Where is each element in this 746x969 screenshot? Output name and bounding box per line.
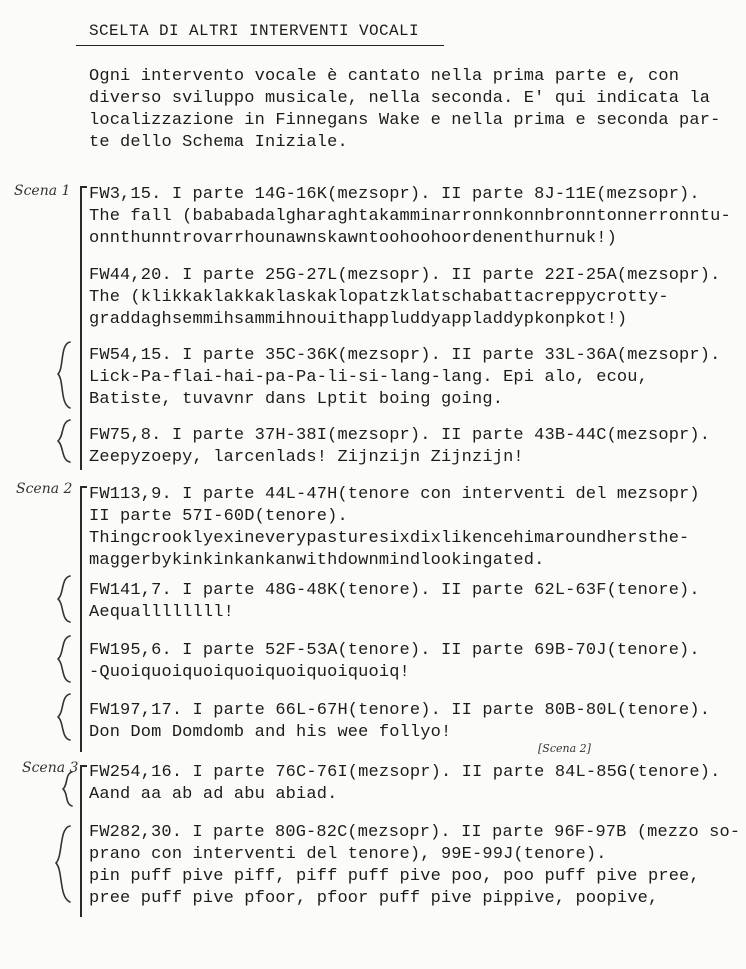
entry-line: FW44,20. I parte 25G-27L(mezsopr). II parte 22I-25A(mezsopr). <box>89 266 721 285</box>
entry-line: The (klikkaklakkaklaskaklopatzklatschabattacreppycrotty- <box>89 288 669 307</box>
curly-bracket <box>54 634 74 684</box>
entry-line: prano con interventi del tenore), 99E-99J(tenore). <box>89 845 607 864</box>
entry-line: FW113,9. I parte 44L-47H(tenore con interventi del mezsopr) <box>89 485 700 504</box>
entry-line: graddaghsemmihsammihnouithappluddyappladdypkonpkot!) <box>89 310 628 329</box>
entry-line: The fall (bababadalgharaghtakamminarronnkonnbronntonnerronntu- <box>89 207 731 226</box>
entry-line: Zeepyzoepy, larcenlads! Zijnzijn Zijnzijn! <box>89 448 524 467</box>
entry-line: Lick-Pa-flai-hai-pa-Pa-li-si-lang-lang. Epi alo, ecou, <box>89 368 648 387</box>
entry-line: maggerbykinkinkankanwithdownmindlookingated. <box>89 551 545 570</box>
entry-line: FW254,16. I parte 76C-76I(mezsopr). II parte 84L-85G(tenore). <box>89 763 721 782</box>
section-rule-scena-3 <box>80 765 82 917</box>
margin-note-scena-2: Scena 2 <box>16 481 73 497</box>
entry-line: FW197,17. I parte 66L-67H(tenore). II parte 80B-80L(tenore). <box>89 701 711 720</box>
entry-line: II parte 57I-60D(tenore). <box>89 507 348 526</box>
entry-line: Aequallllllll! <box>89 603 234 622</box>
curly-bracket <box>54 692 74 742</box>
title-underline <box>76 45 444 46</box>
rule-tick <box>80 186 87 188</box>
entry-line: onnthunntrovarrhounawnskawntoohoohoordenenthurnuk!) <box>89 229 617 248</box>
entry-line: FW282,30. I parte 80G-82C(mezsopr). II parte 96F-97B (mezzo so- <box>89 823 741 842</box>
margin-note-scena-3: Scena 3 <box>22 760 79 776</box>
entry-line: FW75,8. I parte 37H-38I(mezsopr). II parte 43B-44C(mezsopr). <box>89 426 711 445</box>
intro-line: localizzazione in Finnegans Wake e nella prima e seconda par- <box>89 111 721 130</box>
page-title: SCELTA DI ALTRI INTERVENTI VOCALI <box>89 22 420 40</box>
entry-line: FW54,15. I parte 35C-36K(mezsopr). II parte 33L-36A(mezsopr). <box>89 346 721 365</box>
entry-line: -Quoiquoiquoiquoiquoiquoiquoiq! <box>89 663 410 682</box>
entry-line: FW195,6. I parte 52F-53A(tenore). II parte 69B-70J(tenore). <box>89 641 700 660</box>
entry-line: Batiste, tuvavnr dans Lptit boing going. <box>89 390 504 409</box>
section-rule-scena-2 <box>80 486 82 752</box>
entry-line: FW141,7. I parte 48G-48K(tenore). II parte 62L-63F(tenore). <box>89 581 700 600</box>
margin-note-scena-1: Scena 1 <box>14 183 71 199</box>
margin-note-scena-2-inline: [Scena 2] <box>538 742 591 755</box>
section-rule-scena-1 <box>80 186 82 470</box>
intro-line: Ogni intervento vocale è cantato nella prima parte e, con <box>89 67 680 86</box>
curly-bracket <box>54 418 74 464</box>
entry-line: pin puff pive piff, piff puff pive poo, poo puff pive pree, <box>89 867 700 886</box>
rule-tick <box>80 765 87 767</box>
entry-line: FW3,15. I parte 14G-16K(mezsopr). II parte 8J-11E(mezsopr). <box>89 185 700 204</box>
rule-tick <box>80 486 87 488</box>
curly-bracket <box>60 770 76 808</box>
intro-line: diverso sviluppo musicale, nella seconda. E' qui indicata la <box>89 89 711 108</box>
entry-line: pree puff pive pfoor, pfoor puff pive pippive, poopive, <box>89 889 659 908</box>
entry-line: Thingcrooklyexineverypasturesixdixlikencehimaroundhersthe- <box>89 529 690 548</box>
curly-bracket <box>52 824 74 904</box>
entry-line: Aand aa ab ad abu abiad. <box>89 785 338 804</box>
entry-line: Don Dom Domdomb and his wee follyo! <box>89 723 452 742</box>
curly-bracket <box>54 574 74 624</box>
curly-bracket <box>54 340 74 410</box>
intro-line: te dello Schema Iniziale. <box>89 133 348 152</box>
